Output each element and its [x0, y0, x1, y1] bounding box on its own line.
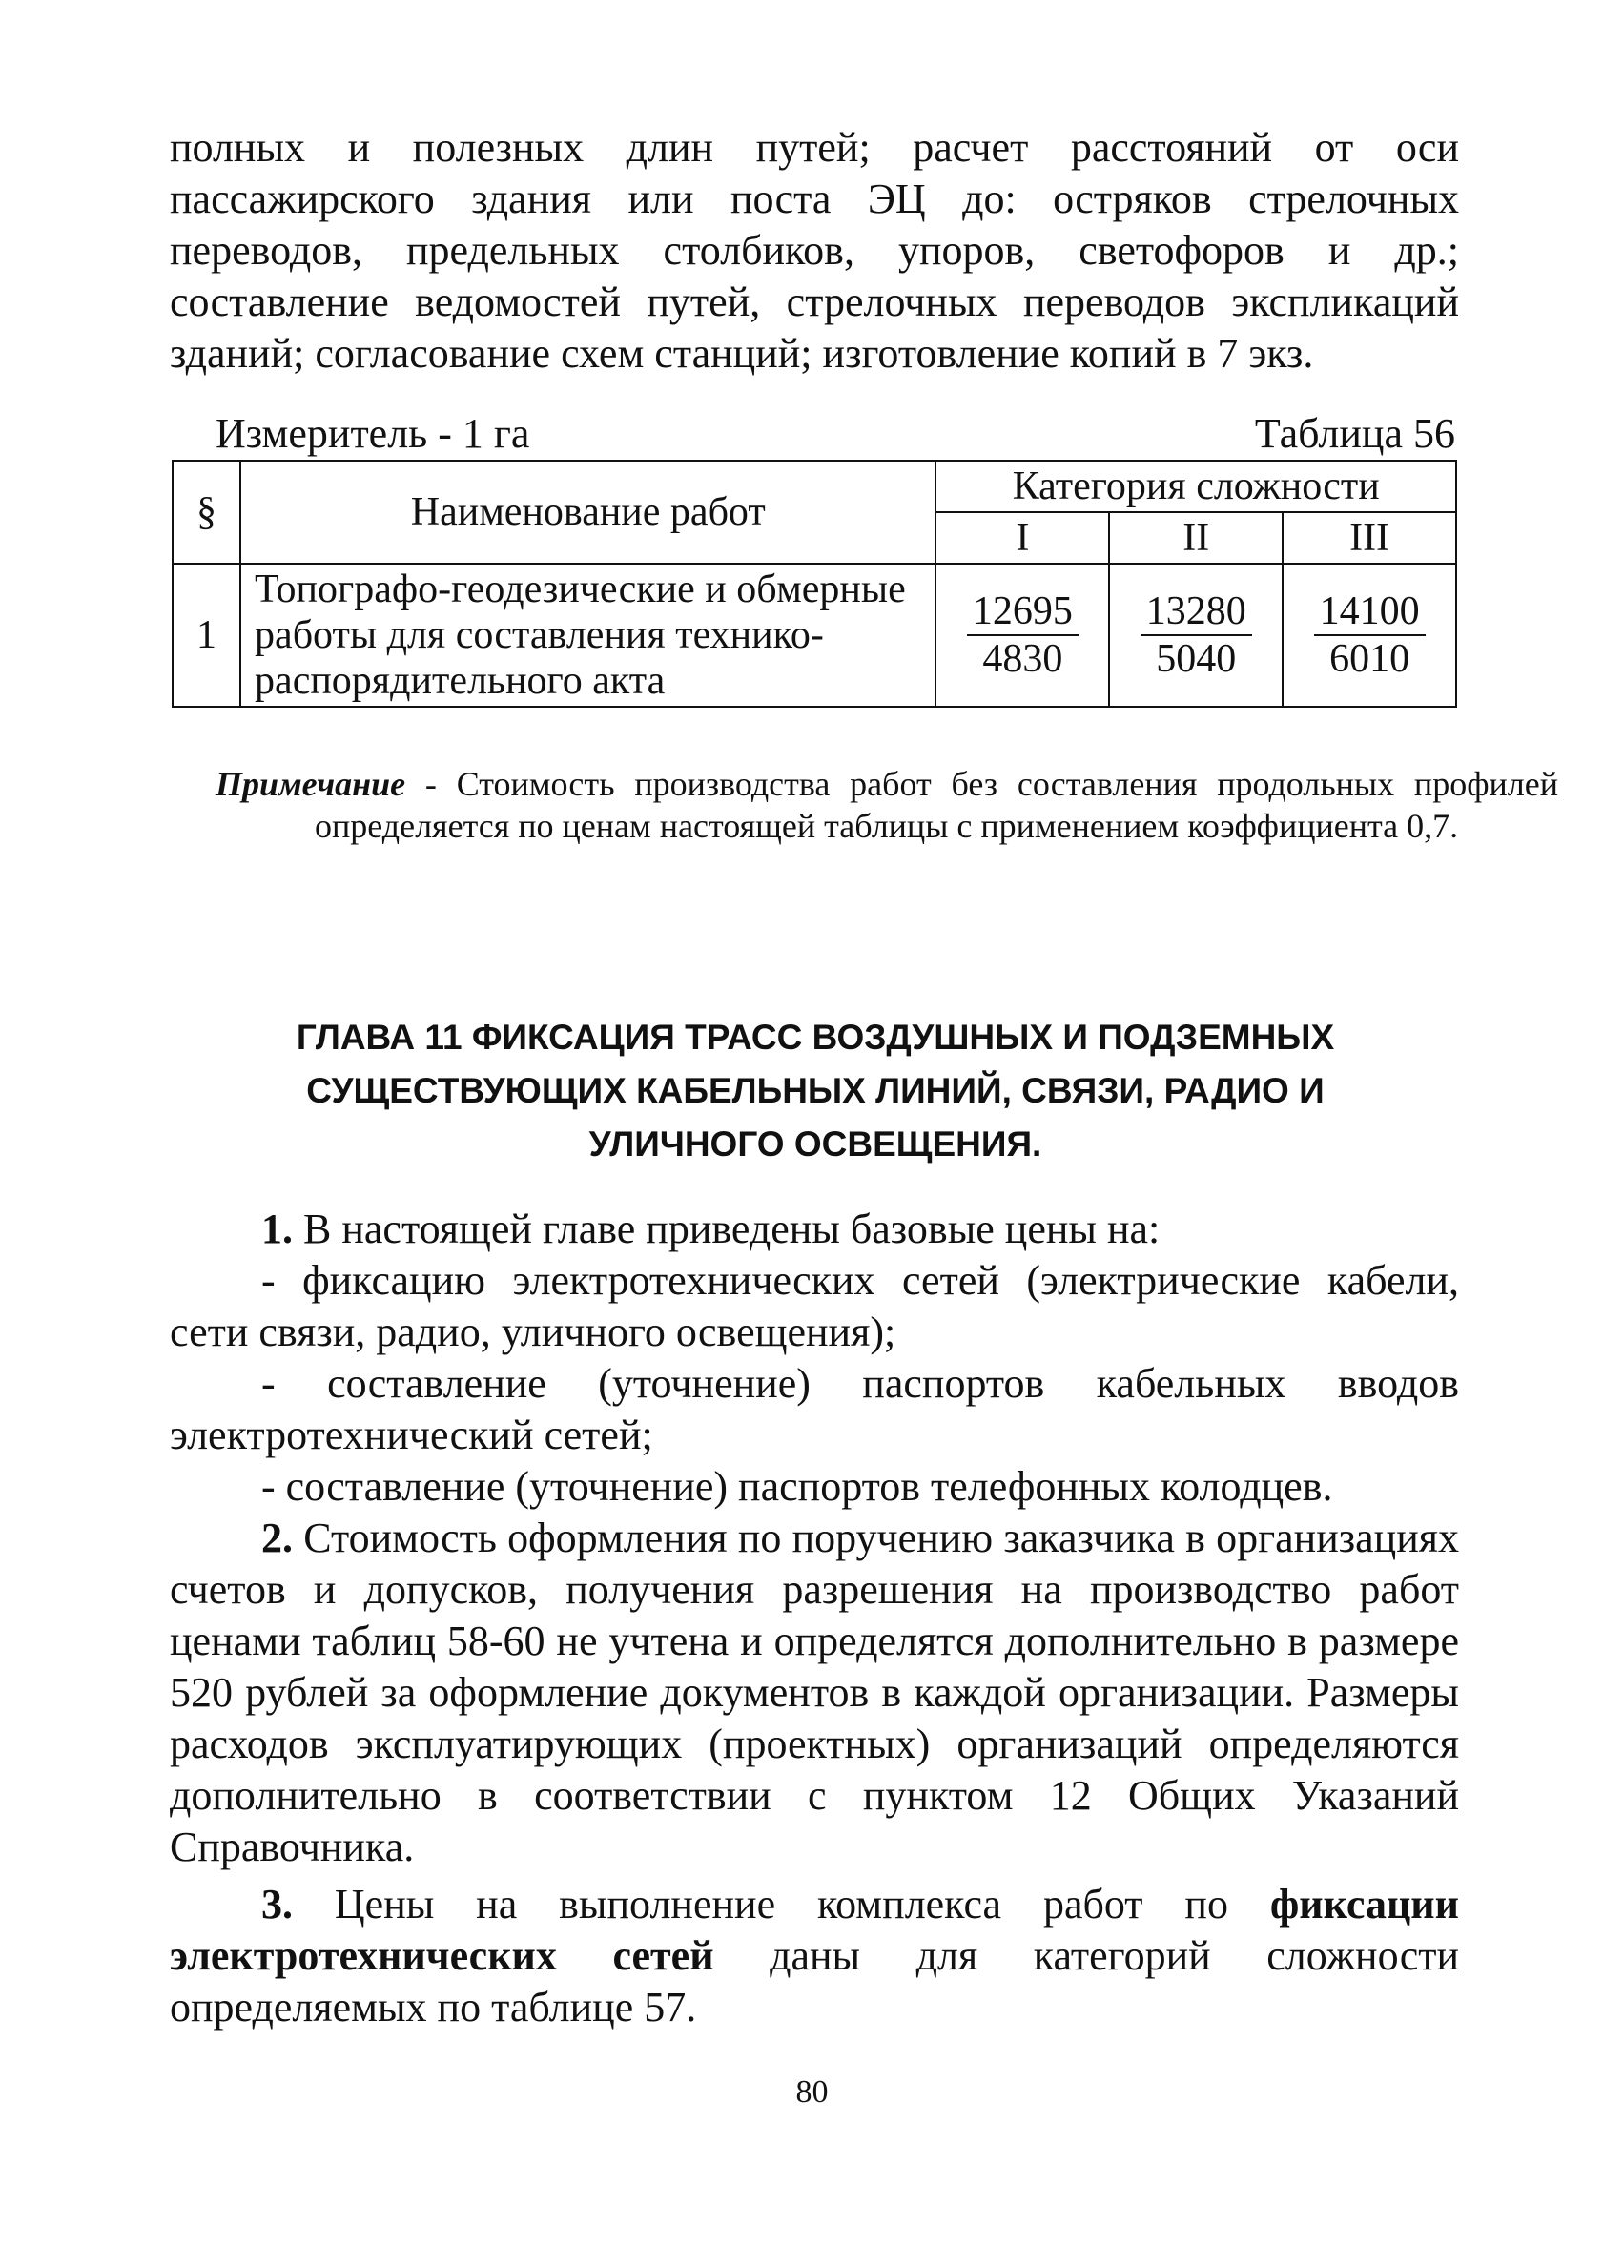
- header-section: §: [173, 461, 240, 564]
- row-name: Топографо-геодезические и обмерные работы для составления технико-распорядительного акта: [240, 564, 935, 707]
- price-fraction: [1314, 588, 1426, 682]
- table-row: [173, 564, 1456, 707]
- price-numerator: 14100: [1314, 588, 1426, 636]
- paragraph-2: [170, 1513, 1459, 1873]
- paragraph-2-number: 2.: [261, 1515, 293, 1561]
- header-cat-2: II: [1109, 512, 1283, 564]
- price-denominator: 4830: [982, 637, 1063, 681]
- price-numerator: 12695: [967, 588, 1079, 636]
- price-fraction: [1141, 588, 1252, 682]
- price-denominator: 5040: [1156, 637, 1237, 681]
- paragraph-1-text: В настоящей главе приведены базовые цены на:: [293, 1206, 1161, 1252]
- price-denominator: 6010: [1329, 637, 1410, 681]
- list-item: - фиксацию электротехнических сетей (электрические кабели, сети связи, радио, уличного освещения);: [170, 1257, 1459, 1355]
- table-caption: [216, 408, 1455, 460]
- intro-paragraph: полных и полезных длин путей; расчет расстояний от оси пассажирского здания или поста ЭЦ до: остряков стрелочных переводов, предельных столбиков, упоров, светофоров и др.; составление ведомостей путей, стрелочных переводов экспликаций зданий; согласование схем станций; изготовление копий в 7 экз.: [170, 124, 1459, 377]
- chapter-body: [170, 1204, 1459, 2033]
- paragraph-3: [170, 1879, 1459, 2033]
- paragraph-1: [170, 1204, 1459, 1255]
- list-item: - составление (уточнение) паспортов телефонных колодцев.: [261, 1463, 1333, 1510]
- table-measure: Измеритель - 1 га: [216, 410, 530, 457]
- list-item: - составление (уточнение) паспортов кабельных вводов электротехнический сетей;: [170, 1360, 1459, 1458]
- header-category: Категория сложности: [935, 461, 1456, 512]
- table-note: [216, 763, 1558, 847]
- row-value-cat-1: [935, 564, 1109, 707]
- paragraph-3-text-a: Цены на выполнение комплекса работ по: [293, 1881, 1270, 1928]
- paragraph-3-bold: фиксации электротехнических сетей: [170, 1881, 1459, 1979]
- chapter-title: ГЛАВА 11 ФИКСАЦИЯ ТРАСС ВОЗДУШНЫХ И ПОДЗЕМНЫХ СУЩЕСТВУЮЩИХ КАБЕЛЬНЫХ ЛИНИЙ, СВЯЗИ, РАДИО И УЛИЧНОГО ОСВЕЩЕНИЯ.: [296, 1018, 1335, 1164]
- header-cat-3: III: [1283, 512, 1456, 564]
- header-name: Наименование работ: [240, 461, 935, 564]
- page-number: 80: [795, 2074, 829, 2110]
- price-table: [172, 460, 1457, 708]
- header-cat-1: I: [935, 512, 1109, 564]
- table-number: Таблица 56: [1254, 410, 1455, 457]
- paragraph-1-number: 1.: [261, 1206, 293, 1252]
- row-value-cat-3: [1283, 564, 1456, 707]
- price-numerator: 13280: [1141, 588, 1252, 636]
- row-num: 1: [173, 564, 240, 707]
- row-value-cat-2: [1109, 564, 1283, 707]
- paragraph-2-text: Стоимость оформления по поручению заказчика в организациях счетов и допусков, получения разрешения на производство работ ценами таблиц 58-60 не учтена и определятся дополнительно в размере 520 рублей за оформление документов в каждой организации. Размеры расходов эксплуатирующих (проектных) организаций определяются дополнительно в соответствии с пунктом 12 Общих Указаний Справочника.: [170, 1515, 1459, 1870]
- price-fraction: [967, 588, 1079, 682]
- paragraph-3-text-b: даны для категорий сложности определяемых по таблице 57.: [170, 1932, 1459, 2031]
- table-header-row: [173, 461, 1456, 512]
- paragraph-3-number: 3.: [261, 1881, 293, 1928]
- note-label: Примечание: [216, 765, 406, 803]
- note-text: - Стоимость производства работ без составления продольных профилей определяется по ценам настоящей таблицы с применением коэффициента 0,7.: [315, 765, 1558, 845]
